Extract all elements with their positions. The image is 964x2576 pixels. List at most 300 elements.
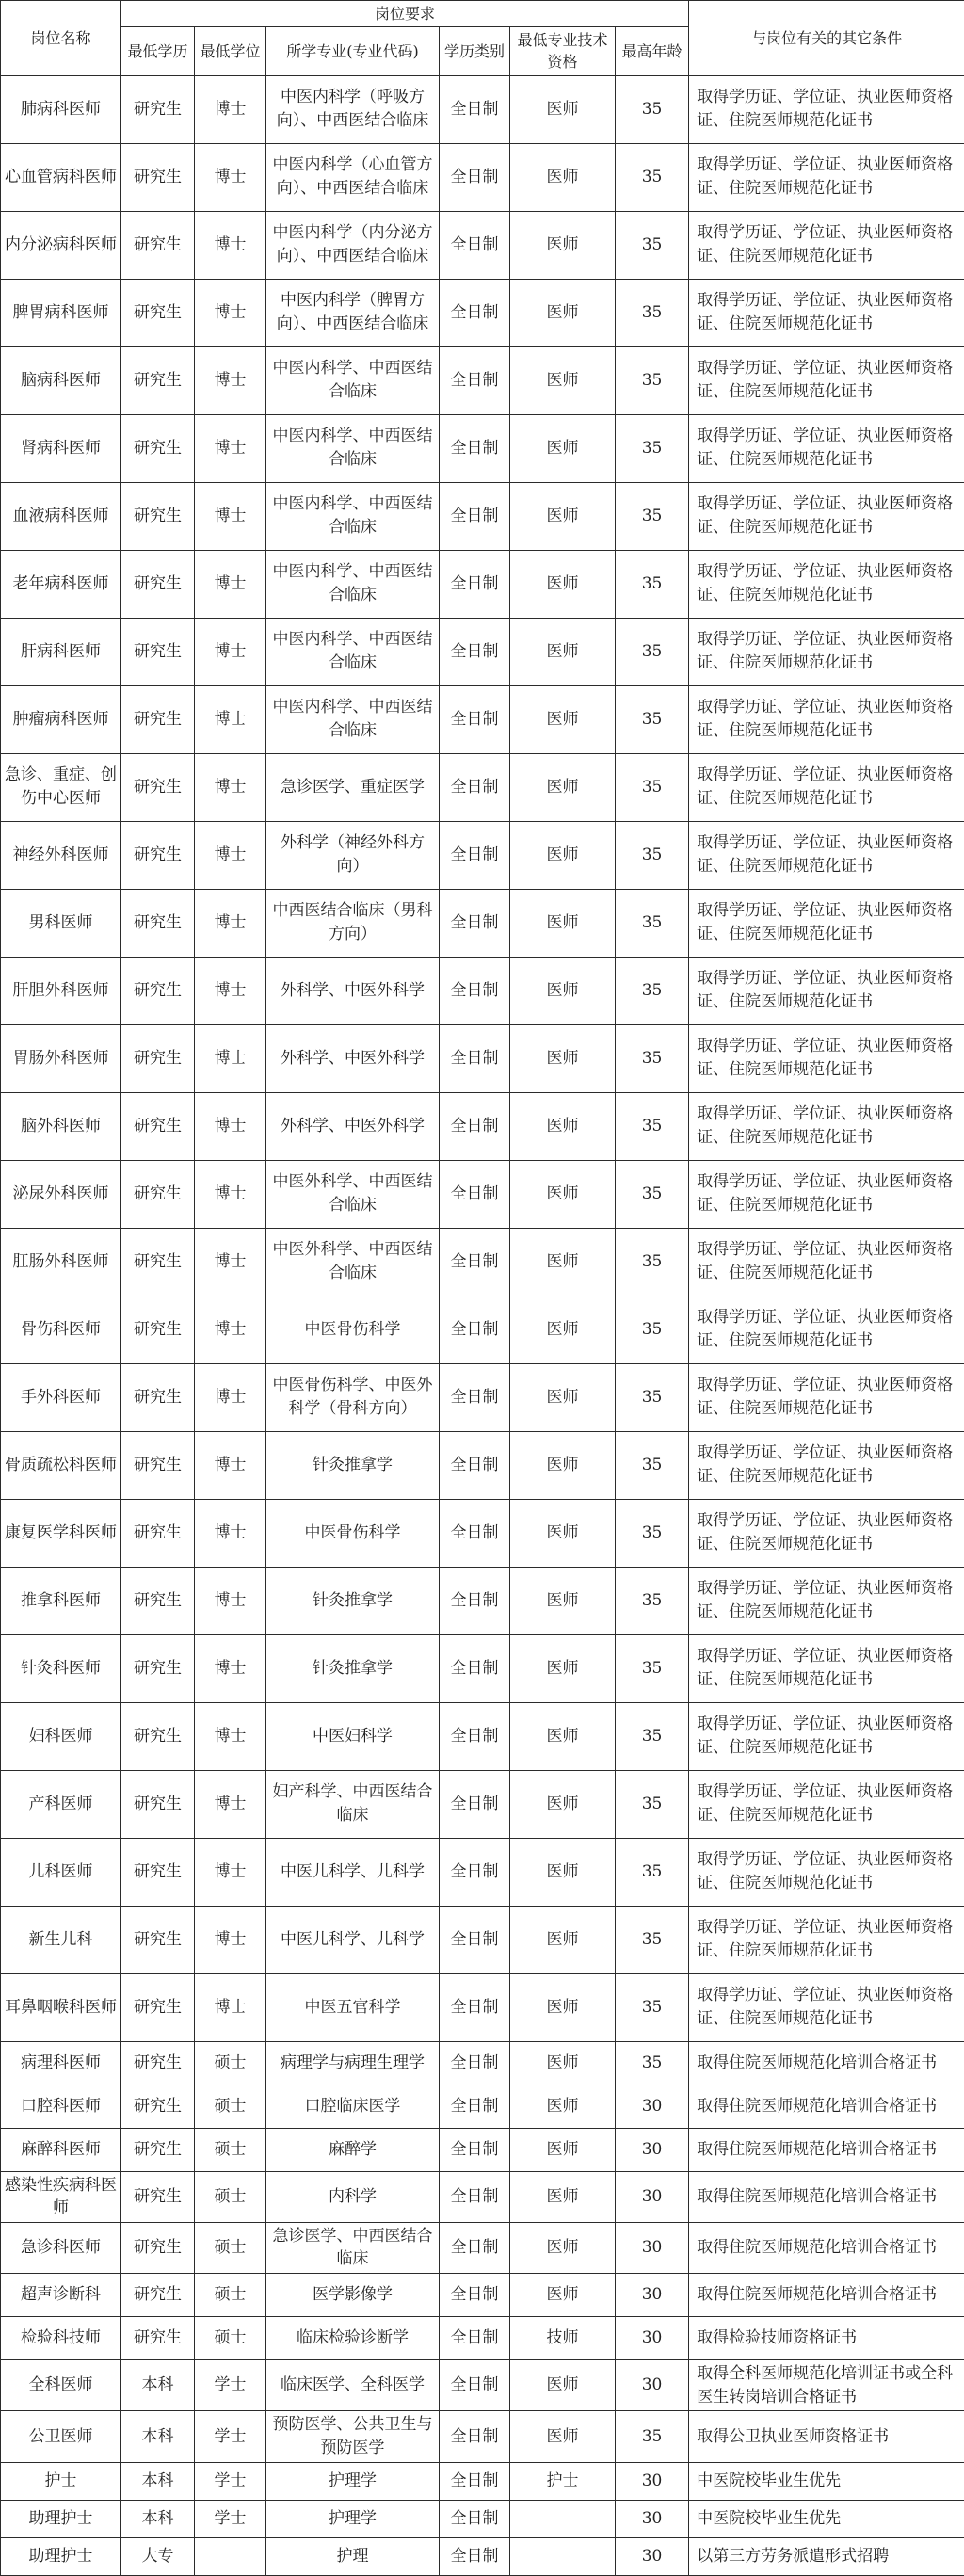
cell-major: 外科学、中医外科学: [266, 957, 440, 1024]
cell-study-type: 全日制: [440, 1567, 510, 1634]
cell-study-type: 全日制: [440, 2462, 510, 2500]
cell-min-degree: 博士: [195, 1160, 266, 1228]
cell-study-type: 全日制: [440, 1024, 510, 1092]
cell-position-name: 手外科医师: [1, 1363, 121, 1431]
cell-major: 中医妇科学: [266, 1702, 440, 1770]
cell-min-title: 医师: [510, 2085, 616, 2128]
cell-min-education: 研究生: [121, 1363, 195, 1431]
cell-min-title: 医师: [510, 1770, 616, 1838]
cell-other-conditions: 取得学历证、学位证、执业医师资格证、住院医师规范化证书: [689, 1634, 964, 1702]
cell-min-degree: 博士: [195, 1499, 266, 1567]
cell-position-name: 脾胃病科医师: [1, 279, 121, 346]
table-row: [1, 75, 964, 143]
cell-min-title: 医师: [510, 75, 616, 143]
cell-max-age: 35: [616, 821, 689, 889]
cell-major: 急诊医学、重症医学: [266, 753, 440, 821]
cell-min-degree: 硕士: [195, 2274, 266, 2317]
cell-other-conditions: 取得学历证、学位证、执业医师资格证、住院医师规范化证书: [689, 1363, 964, 1431]
cell-min-degree: 博士: [195, 821, 266, 889]
cell-major: 中医内科学、中西医结合临床: [266, 618, 440, 685]
table-row: [1, 2500, 964, 2537]
table-row: [1, 346, 964, 414]
cell-min-education: 研究生: [121, 1973, 195, 2041]
cell-study-type: 全日制: [440, 75, 510, 143]
cell-min-title: 医师: [510, 1363, 616, 1431]
cell-min-degree: 博士: [195, 414, 266, 482]
cell-min-education: 研究生: [121, 1634, 195, 1702]
cell-position-name: 检验科技师: [1, 2317, 121, 2360]
cell-other-conditions: 取得学历证、学位证、执业医师资格证、住院医师规范化证书: [689, 1973, 964, 2041]
cell-other-conditions: 取得学历证、学位证、执业医师资格证、住院医师规范化证书: [689, 957, 964, 1024]
cell-max-age: 35: [616, 1296, 689, 1363]
cell-min-education: 研究生: [121, 1024, 195, 1092]
cell-position-name: 产科医师: [1, 1770, 121, 1838]
header-major: 所学专业(专业代码): [266, 27, 440, 75]
cell-other-conditions: 取得学历证、学位证、执业医师资格证、住院医师规范化证书: [689, 1906, 964, 1973]
cell-major: 中医儿科学、儿科学: [266, 1906, 440, 1973]
cell-max-age: 30: [616, 2222, 689, 2273]
cell-max-age: 35: [616, 414, 689, 482]
cell-position-name: 肛肠外科医师: [1, 1228, 121, 1296]
cell-other-conditions: 取得学历证、学位证、执业医师资格证、住院医师规范化证书: [689, 211, 964, 279]
cell-max-age: 35: [616, 1634, 689, 1702]
table-row: [1, 685, 964, 753]
cell-study-type: 全日制: [440, 1431, 510, 1499]
table-row: [1, 2171, 964, 2222]
cell-min-title: 医师: [510, 143, 616, 211]
header-min-title: 最低专业技术资格: [510, 27, 616, 75]
cell-position-name: 肺病科医师: [1, 75, 121, 143]
cell-study-type: 全日制: [440, 1838, 510, 1906]
cell-other-conditions: 中医院校毕业生优先: [689, 2462, 964, 2500]
cell-other-conditions: 取得学历证、学位证、执业医师资格证、住院医师规范化证书: [689, 685, 964, 753]
cell-min-degree: 硕士: [195, 2085, 266, 2128]
cell-study-type: 全日制: [440, 550, 510, 618]
cell-other-conditions: 取得学历证、学位证、执业医师资格证、住院医师规范化证书: [689, 346, 964, 414]
cell-position-name: 助理护士: [1, 2500, 121, 2537]
cell-min-title: 医师: [510, 1024, 616, 1092]
cell-study-type: 全日制: [440, 211, 510, 279]
cell-position-name: 妇科医师: [1, 1702, 121, 1770]
table-row: [1, 1160, 964, 1228]
cell-min-title: 医师: [510, 1567, 616, 1634]
cell-min-degree: 硕士: [195, 2317, 266, 2360]
cell-major: 内科学: [266, 2171, 440, 2222]
cell-min-title: 护士: [510, 2462, 616, 2500]
cell-min-education: 研究生: [121, 1431, 195, 1499]
cell-other-conditions: 取得住院医师规范化培训合格证书: [689, 2171, 964, 2222]
cell-min-education: 研究生: [121, 279, 195, 346]
cell-major: 中医外科学、中西医结合临床: [266, 1160, 440, 1228]
cell-study-type: 全日制: [440, 2317, 510, 2360]
cell-study-type: 全日制: [440, 414, 510, 482]
cell-min-degree: 博士: [195, 143, 266, 211]
cell-other-conditions: 取得学历证、学位证、执业医师资格证、住院医师规范化证书: [689, 75, 964, 143]
cell-min-education: 研究生: [121, 2041, 195, 2085]
cell-min-degree: 博士: [195, 1092, 266, 1160]
cell-min-title: 医师: [510, 2128, 616, 2171]
table-row: [1, 1499, 964, 1567]
cell-study-type: 全日制: [440, 143, 510, 211]
cell-major: 中医骨伤科学: [266, 1499, 440, 1567]
cell-max-age: 35: [616, 1228, 689, 1296]
cell-min-education: 研究生: [121, 550, 195, 618]
table-row: [1, 2462, 964, 2500]
table-row: [1, 889, 964, 957]
table-row: [1, 2411, 964, 2462]
cell-max-age: 35: [616, 1431, 689, 1499]
cell-position-name: 急诊科医师: [1, 2222, 121, 2273]
cell-max-age: 35: [616, 550, 689, 618]
cell-position-name: 耳鼻咽喉科医师: [1, 1973, 121, 2041]
cell-study-type: 全日制: [440, 279, 510, 346]
cell-min-degree: 学士: [195, 2360, 266, 2411]
cell-other-conditions: 取得学历证、学位证、执业医师资格证、住院医师规范化证书: [689, 1838, 964, 1906]
cell-min-title: 医师: [510, 2274, 616, 2317]
cell-min-title: 医师: [510, 1160, 616, 1228]
cell-max-age: 35: [616, 1092, 689, 1160]
cell-study-type: 全日制: [440, 2041, 510, 2085]
cell-min-degree: 博士: [195, 1567, 266, 1634]
cell-position-name: 肝病科医师: [1, 618, 121, 685]
cell-min-title: 医师: [510, 821, 616, 889]
cell-study-type: 全日制: [440, 618, 510, 685]
cell-study-type: 全日制: [440, 1499, 510, 1567]
cell-min-title: 医师: [510, 685, 616, 753]
cell-min-education: 研究生: [121, 143, 195, 211]
cell-max-age: 35: [616, 685, 689, 753]
cell-position-name: 胃肠外科医师: [1, 1024, 121, 1092]
table-row: [1, 211, 964, 279]
table-row: [1, 618, 964, 685]
cell-min-title: 医师: [510, 1838, 616, 1906]
cell-min-title: 医师: [510, 889, 616, 957]
cell-position-name: 病理科医师: [1, 2041, 121, 2085]
cell-max-age: 35: [616, 279, 689, 346]
table-row: [1, 1634, 964, 1702]
cell-major: 妇产科学、中西医结合临床: [266, 1770, 440, 1838]
cell-other-conditions: 取得学历证、学位证、执业医师资格证、住院医师规范化证书: [689, 482, 964, 550]
cell-study-type: 全日制: [440, 2171, 510, 2222]
cell-min-education: 研究生: [121, 753, 195, 821]
cell-major: 护理学: [266, 2462, 440, 2500]
cell-min-title: [510, 2537, 616, 2575]
cell-study-type: 全日制: [440, 2500, 510, 2537]
cell-study-type: 全日制: [440, 1160, 510, 1228]
cell-max-age: 35: [616, 75, 689, 143]
table-body: [1, 75, 964, 2575]
header-study-type: 学历类别: [440, 27, 510, 75]
table-row: [1, 1567, 964, 1634]
cell-position-name: 血液病科医师: [1, 482, 121, 550]
cell-min-degree: 博士: [195, 279, 266, 346]
table-row: [1, 279, 964, 346]
cell-min-education: 研究生: [121, 346, 195, 414]
cell-position-name: 针灸科医师: [1, 1634, 121, 1702]
table-row: [1, 1702, 964, 1770]
cell-min-degree: 硕士: [195, 2041, 266, 2085]
cell-min-degree: 博士: [195, 685, 266, 753]
cell-study-type: 全日制: [440, 2085, 510, 2128]
cell-min-education: 研究生: [121, 1092, 195, 1160]
cell-major: 预防医学、公共卫生与预防医学: [266, 2411, 440, 2462]
cell-position-name: 骨伤科医师: [1, 1296, 121, 1363]
cell-study-type: 全日制: [440, 889, 510, 957]
cell-position-name: 护士: [1, 2462, 121, 2500]
cell-position-name: 肿瘤病科医师: [1, 685, 121, 753]
cell-min-title: 医师: [510, 2222, 616, 2273]
cell-position-name: 推拿科医师: [1, 1567, 121, 1634]
cell-min-title: 医师: [510, 279, 616, 346]
cell-position-name: 感染性疾病科医师: [1, 2171, 121, 2222]
cell-max-age: 35: [616, 889, 689, 957]
cell-study-type: 全日制: [440, 1363, 510, 1431]
cell-min-title: 医师: [510, 618, 616, 685]
cell-major: 外科学、中医外科学: [266, 1092, 440, 1160]
cell-study-type: 全日制: [440, 1906, 510, 1973]
cell-position-name: 男科医师: [1, 889, 121, 957]
cell-min-degree: 博士: [195, 1906, 266, 1973]
cell-min-degree: 博士: [195, 1024, 266, 1092]
cell-min-education: 本科: [121, 2462, 195, 2500]
cell-other-conditions: 以第三方劳务派遣形式招聘: [689, 2537, 964, 2575]
cell-max-age: 35: [616, 1363, 689, 1431]
cell-min-education: 本科: [121, 2360, 195, 2411]
cell-other-conditions: 取得住院医师规范化培训合格证书: [689, 2274, 964, 2317]
cell-other-conditions: 取得学历证、学位证、执业医师资格证、住院医师规范化证书: [689, 1770, 964, 1838]
cell-min-title: 医师: [510, 2360, 616, 2411]
cell-min-title: 技师: [510, 2317, 616, 2360]
table-row: [1, 414, 964, 482]
cell-min-degree: 博士: [195, 211, 266, 279]
cell-position-name: 老年病科医师: [1, 550, 121, 618]
cell-study-type: 全日制: [440, 821, 510, 889]
table-row: [1, 957, 964, 1024]
cell-min-degree: [195, 2537, 266, 2575]
cell-min-title: 医师: [510, 753, 616, 821]
cell-major: 护理: [266, 2537, 440, 2575]
cell-major: 中医内科学（呼吸方向）、中西医结合临床: [266, 75, 440, 143]
cell-major: 中医儿科学、儿科学: [266, 1838, 440, 1906]
cell-position-name: 内分泌病科医师: [1, 211, 121, 279]
cell-study-type: 全日制: [440, 1228, 510, 1296]
cell-min-degree: 学士: [195, 2500, 266, 2537]
cell-position-name: 助理护士: [1, 2537, 121, 2575]
cell-other-conditions: 取得学历证、学位证、执业医师资格证、住院医师规范化证书: [689, 1567, 964, 1634]
cell-min-education: 研究生: [121, 482, 195, 550]
table-row: [1, 2360, 964, 2411]
cell-position-name: 超声诊断科: [1, 2274, 121, 2317]
cell-min-education: 大专: [121, 2537, 195, 2575]
cell-max-age: 35: [616, 1702, 689, 1770]
header-min-education: 最低学历: [121, 27, 195, 75]
cell-min-education: 研究生: [121, 2317, 195, 2360]
cell-position-name: 肾病科医师: [1, 414, 121, 482]
cell-major: 中医内科学（心血管方向）、中西医结合临床: [266, 143, 440, 211]
cell-min-degree: 博士: [195, 1228, 266, 1296]
table-row: [1, 1024, 964, 1092]
cell-study-type: 全日制: [440, 346, 510, 414]
cell-major: 外科学（神经外科方向）: [266, 821, 440, 889]
cell-study-type: 全日制: [440, 2360, 510, 2411]
cell-other-conditions: 取得检验技师资格证书: [689, 2317, 964, 2360]
cell-min-title: 医师: [510, 414, 616, 482]
cell-major: 医学影像学: [266, 2274, 440, 2317]
cell-min-education: 研究生: [121, 2171, 195, 2222]
table-row: [1, 1363, 964, 1431]
cell-max-age: 35: [616, 1567, 689, 1634]
cell-other-conditions: 取得学历证、学位证、执业医师资格证、住院医师规范化证书: [689, 414, 964, 482]
cell-max-age: 35: [616, 1973, 689, 2041]
cell-major: 针灸推拿学: [266, 1431, 440, 1499]
cell-other-conditions: 取得学历证、学位证、执业医师资格证、住院医师规范化证书: [689, 889, 964, 957]
cell-max-age: 35: [616, 1024, 689, 1092]
cell-max-age: 35: [616, 1906, 689, 1973]
cell-min-title: [510, 2500, 616, 2537]
table-row: [1, 1092, 964, 1160]
cell-position-name: 麻醉科医师: [1, 2128, 121, 2171]
cell-major: 中医外科学、中西医结合临床: [266, 1228, 440, 1296]
cell-other-conditions: 取得学历证、学位证、执业医师资格证、住院医师规范化证书: [689, 821, 964, 889]
cell-major: 口腔临床医学: [266, 2085, 440, 2128]
cell-min-degree: 博士: [195, 1770, 266, 1838]
table-row: [1, 1228, 964, 1296]
cell-other-conditions: 取得学历证、学位证、执业医师资格证、住院医师规范化证书: [689, 550, 964, 618]
cell-min-title: 医师: [510, 211, 616, 279]
cell-other-conditions: 取得学历证、学位证、执业医师资格证、住院医师规范化证书: [689, 1228, 964, 1296]
cell-max-age: 35: [616, 957, 689, 1024]
cell-max-age: 30: [616, 2085, 689, 2128]
cell-other-conditions: 取得住院医师规范化培训合格证书: [689, 2041, 964, 2085]
cell-min-title: 医师: [510, 346, 616, 414]
cell-position-name: 儿科医师: [1, 1838, 121, 1906]
table-row: [1, 143, 964, 211]
cell-min-degree: 博士: [195, 1973, 266, 2041]
table-row: [1, 821, 964, 889]
cell-major: 中医内科学、中西医结合临床: [266, 482, 440, 550]
cell-major: 外科学、中医外科学: [266, 1024, 440, 1092]
cell-max-age: 30: [616, 2128, 689, 2171]
cell-min-degree: 博士: [195, 1296, 266, 1363]
cell-min-title: 医师: [510, 1092, 616, 1160]
cell-major: 针灸推拿学: [266, 1634, 440, 1702]
cell-min-degree: 博士: [195, 550, 266, 618]
cell-study-type: 全日制: [440, 1973, 510, 2041]
cell-position-name: 心血管病科医师: [1, 143, 121, 211]
table-row: [1, 482, 964, 550]
table-row: [1, 2537, 964, 2575]
cell-other-conditions: 取得学历证、学位证、执业医师资格证、住院医师规范化证书: [689, 753, 964, 821]
cell-min-degree: 博士: [195, 1634, 266, 1702]
header-group-title: 岗位要求: [121, 1, 689, 27]
cell-study-type: 全日制: [440, 2222, 510, 2273]
cell-min-education: 研究生: [121, 1906, 195, 1973]
cell-min-title: 医师: [510, 1973, 616, 2041]
cell-other-conditions: 取得学历证、学位证、执业医师资格证、住院医师规范化证书: [689, 1024, 964, 1092]
cell-major: 急诊医学、中西医结合临床: [266, 2222, 440, 2273]
table-row: [1, 1431, 964, 1499]
table-row: [1, 1838, 964, 1906]
cell-position-name: 口腔科医师: [1, 2085, 121, 2128]
cell-min-title: 医师: [510, 1296, 616, 1363]
cell-position-name: 新生儿科: [1, 1906, 121, 1973]
cell-min-education: 研究生: [121, 1228, 195, 1296]
cell-other-conditions: 取得学历证、学位证、执业医师资格证、住院医师规范化证书: [689, 1160, 964, 1228]
cell-min-degree: 博士: [195, 1702, 266, 1770]
cell-min-title: 医师: [510, 2171, 616, 2222]
cell-study-type: 全日制: [440, 2411, 510, 2462]
cell-study-type: 全日制: [440, 2128, 510, 2171]
cell-study-type: 全日制: [440, 957, 510, 1024]
cell-study-type: 全日制: [440, 1634, 510, 1702]
cell-max-age: 35: [616, 618, 689, 685]
cell-other-conditions: 取得全科医师规范化培训证书或全科医生转岗培训合格证书: [689, 2360, 964, 2411]
cell-max-age: 35: [616, 1160, 689, 1228]
cell-max-age: 30: [616, 2171, 689, 2222]
cell-major: 中医内科学（内分泌方向）、中西医结合临床: [266, 211, 440, 279]
cell-min-education: 研究生: [121, 414, 195, 482]
cell-other-conditions: 取得学历证、学位证、执业医师资格证、住院医师规范化证书: [689, 1092, 964, 1160]
cell-min-title: 医师: [510, 1906, 616, 1973]
cell-min-degree: 博士: [195, 753, 266, 821]
cell-min-title: 医师: [510, 1702, 616, 1770]
cell-major: 护理学: [266, 2500, 440, 2537]
cell-min-title: 医师: [510, 2041, 616, 2085]
cell-study-type: 全日制: [440, 1770, 510, 1838]
table-row: [1, 1296, 964, 1363]
cell-major: 中医内科学（脾胃方向）、中西医结合临床: [266, 279, 440, 346]
cell-min-title: 医师: [510, 1634, 616, 1702]
cell-other-conditions: 取得住院医师规范化培训合格证书: [689, 2085, 964, 2128]
cell-other-conditions: 取得住院医师规范化培训合格证书: [689, 2222, 964, 2273]
cell-max-age: 30: [616, 2274, 689, 2317]
cell-other-conditions: 取得学历证、学位证、执业医师资格证、住院医师规范化证书: [689, 1702, 964, 1770]
cell-max-age: 35: [616, 346, 689, 414]
cell-min-education: 研究生: [121, 1160, 195, 1228]
cell-position-name: 神经外科医师: [1, 821, 121, 889]
cell-study-type: 全日制: [440, 1296, 510, 1363]
cell-study-type: 全日制: [440, 753, 510, 821]
cell-position-name: 急诊、重症、创伤中心医师: [1, 753, 121, 821]
cell-min-title: 医师: [510, 957, 616, 1024]
cell-major: 中医内科学、中西医结合临床: [266, 414, 440, 482]
cell-min-education: 研究生: [121, 75, 195, 143]
cell-study-type: 全日制: [440, 482, 510, 550]
cell-min-degree: 博士: [195, 957, 266, 1024]
table-row: [1, 2128, 964, 2171]
cell-study-type: 全日制: [440, 2537, 510, 2575]
cell-min-title: 医师: [510, 1499, 616, 1567]
cell-min-degree: 硕士: [195, 2171, 266, 2222]
cell-min-degree: 博士: [195, 1838, 266, 1906]
cell-min-degree: 博士: [195, 75, 266, 143]
cell-other-conditions: 取得学历证、学位证、执业医师资格证、住院医师规范化证书: [689, 143, 964, 211]
cell-min-degree: 学士: [195, 2462, 266, 2500]
cell-study-type: 全日制: [440, 2274, 510, 2317]
cell-min-degree: 博士: [195, 889, 266, 957]
header-other-conditions: 与岗位有关的其它条件: [689, 1, 964, 76]
cell-max-age: 35: [616, 1499, 689, 1567]
cell-min-education: 研究生: [121, 821, 195, 889]
cell-min-education: 研究生: [121, 1296, 195, 1363]
cell-position-name: 泌尿外科医师: [1, 1160, 121, 1228]
cell-position-name: 全科医师: [1, 2360, 121, 2411]
cell-min-education: 研究生: [121, 957, 195, 1024]
cell-major: 病理学与病理生理学: [266, 2041, 440, 2085]
cell-study-type: 全日制: [440, 1092, 510, 1160]
cell-max-age: 35: [616, 143, 689, 211]
table-row: [1, 1770, 964, 1838]
